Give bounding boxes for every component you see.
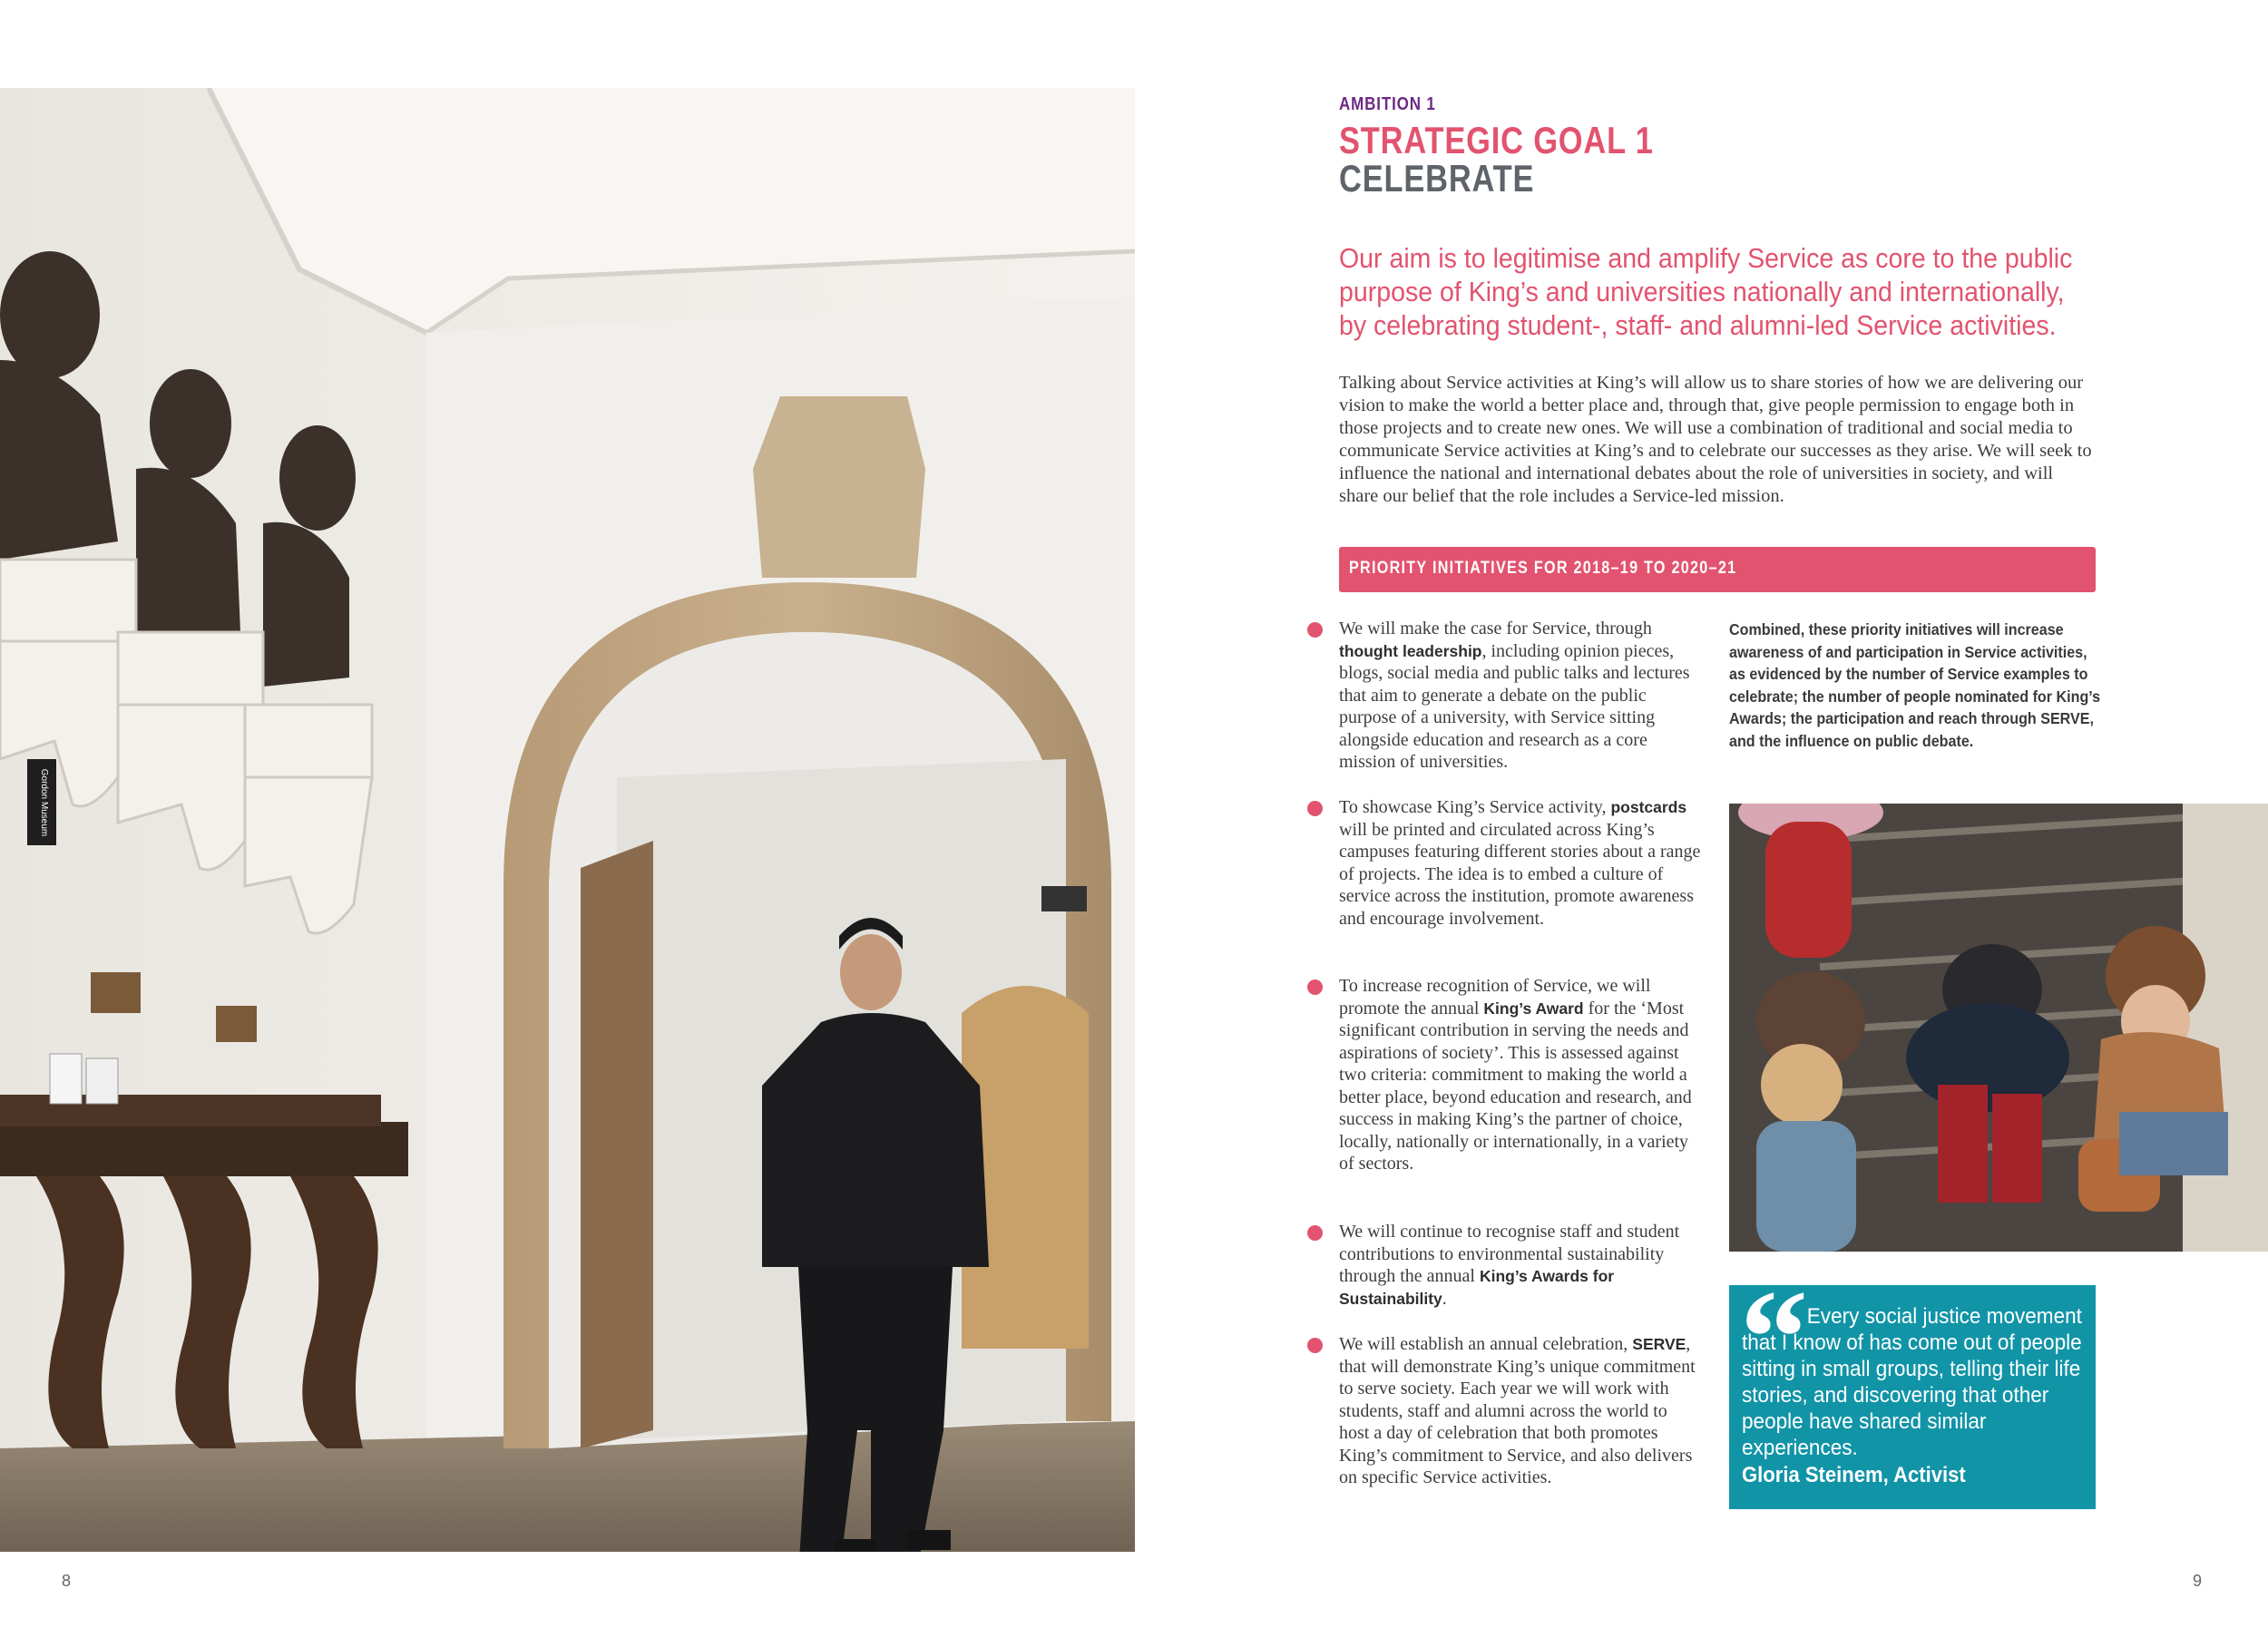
bullet-dot [1307, 801, 1323, 816]
strategic-goal-title: STRATEGIC GOAL 1 [1339, 119, 1654, 161]
intro-paragraph: Talking about Service activities at King’s will allow us to share stories of how we are delivering our vision to make the world a better place and, through that, give people permission to engage both in those projects and to create new ones. We will use a combination of traditional and social media to communicate Service activities at King’s and to celebrate our successes as they arise. We will seek to influence the national and international debates about the role of universities in society, and will share our belief that the role includes a Service-led mission. [1339, 373, 2092, 506]
museum-sign-text: Gordon Museum [39, 768, 49, 837]
ambition-label: AMBITION 1 [1339, 94, 1436, 114]
bullet-dot [1307, 1225, 1323, 1241]
quote-mark-icon: “ [1740, 1262, 1808, 1413]
initiative-item: We will make the case for Service, through thought leadership, including opinion pieces, blogs, social media and public talks and lectures that aim to generate a debate on the public purpose of a university, with Service sitting alongside education and research as a core mission of universities. [1339, 619, 1690, 772]
students-stairs-photo [1729, 804, 2268, 1252]
initiative-item: To showcase King’s Service activity, postcards will be printed and circulated across King’s campuses featuring different stories about a range of projects. The idea is to embed a culture of service across the institution, promote awareness and encourage involvement. [1339, 797, 1701, 929]
initiative-item: We will continue to recognise staff and student contributions to environmental sustainability through the annual King’s Awards for Sustainability. [1339, 1222, 1680, 1309]
hallway-photo [0, 88, 1135, 1552]
page-number-right: 9 [2193, 1572, 2203, 1590]
quote-text: Every social justice movement that I know of has come out of people sitting in small groups, telling their life stories, and discovering that other people have shared similar experiences. [1742, 1304, 2082, 1460]
bullet-dot [1307, 1338, 1323, 1353]
combined-summary: Combined, these priority initiatives will increase awareness of and participation in Service activities, as evidenced by the number of Service examples to celebrate; the number of people nominated for King’s Awards; the participation and reach through SERVE, and the influence on public debate. [1729, 620, 2101, 750]
aim-statement: Our aim is to legitimise and amplify Service as core to the public purpose of King’s and universities nationally and internationally, by celebrating student-, staff- and alumni-led Service activities. [1339, 242, 2073, 341]
page-number-left: 8 [62, 1572, 72, 1590]
quote-author: Gloria Steinem, Activist [1742, 1463, 1966, 1487]
bullet-dot [1307, 979, 1323, 995]
goal-subtitle: CELEBRATE [1339, 157, 1535, 200]
bullet-dot [1307, 622, 1323, 638]
initiative-item: We will establish an annual celebration, SERVE, that will demonstrate King’s unique commitment to serve society. Each year we will work with students, staff and alumni across the world to host a day of celebration that both promotes King’s commitment to Service, and also delivers on specific Service activities. [1339, 1334, 1696, 1487]
priority-heading: PRIORITY INITIATIVES FOR 2018–19 TO 2020–21 [1349, 559, 1737, 578]
initiative-item: To increase recognition of Service, we will promote the annual King’s Award for the ‘Most significant contribution in serving the needs and aspirations of society’. This is assessed against two criteria: commitment to making the world a better place, beyond education and research, and success in making King’s the partner of choice, locally, nationally or internationally, in a variety of sectors. [1339, 976, 1692, 1174]
